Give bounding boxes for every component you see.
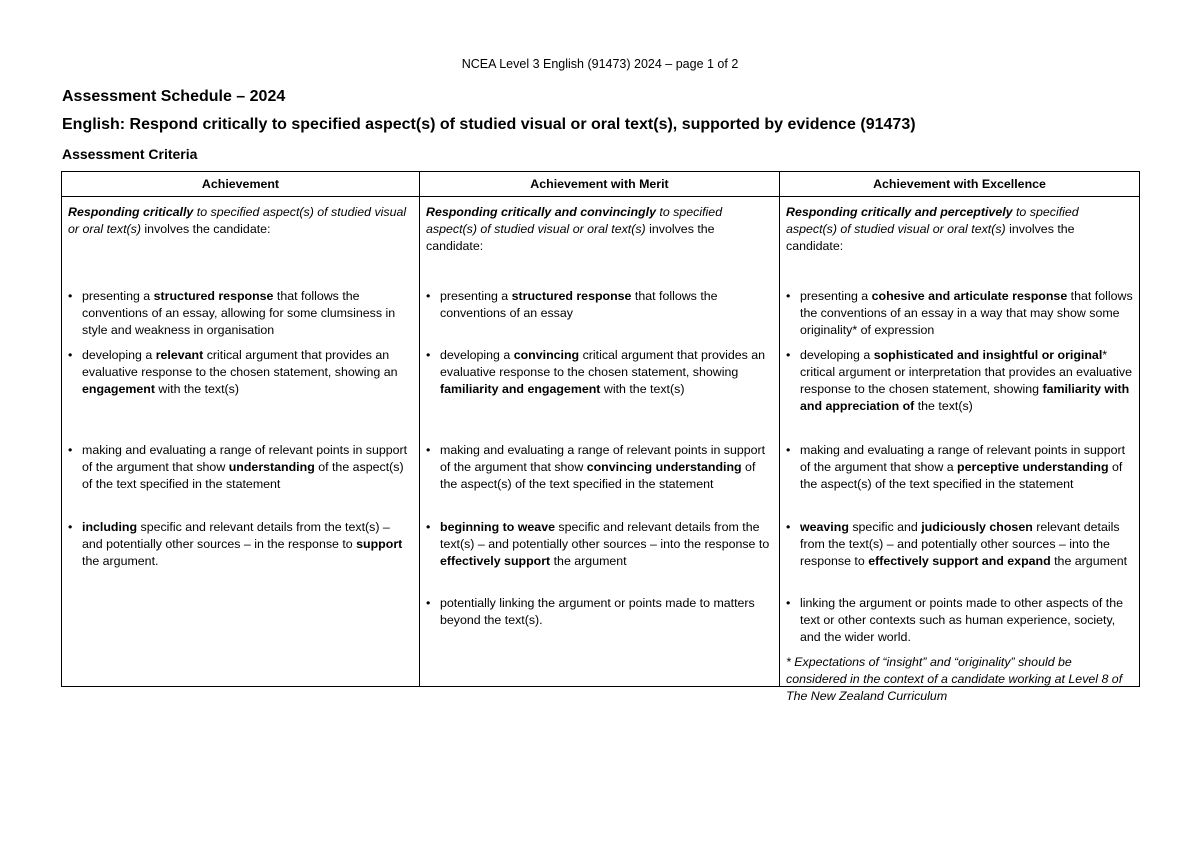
running-header: NCEA Level 3 English (91473) 2024 – page 1 of 2 [461, 57, 739, 71]
excellence-criterion-2: • developing a sophisticated and insightful or original* critical argument or interpretation that provides an evaluative response to the chosen statement, showing familiarity with and appreciation of the text(s) [786, 347, 1133, 415]
table-row [62, 197, 1140, 687]
excellence-criterion-3: • making and evaluating a range of relevant points in support of the argument that show a perceptive understanding of the aspect(s) of the text specified in the statement [786, 442, 1133, 493]
header-merit: Achievement with Merit [420, 172, 780, 197]
document-title: Assessment Schedule – 2024 [62, 88, 286, 105]
achievement-cell [62, 197, 420, 687]
merit-criterion-2: • developing a convincing critical argument that provides an evaluative response to the chosen statement, showing familiarity and engagement with the text(s) [426, 347, 773, 398]
merit-cell [420, 197, 780, 687]
table-header-row [62, 172, 1140, 197]
excellence-intro: Responding critically and perceptively to specified aspect(s) of studied visual or oral text(s) involves the candidate: [786, 205, 1079, 253]
excellence-criterion-4: • weaving specific and judiciously chosen relevant details from the text(s) – and potentially other sources – into the response to effectively support and expand the argument [786, 519, 1133, 570]
merit-criterion-3: • making and evaluating a range of relevant points in support of the argument that show convincing understanding of the aspect(s) of the text specified in the statement [426, 442, 773, 493]
header-excellence: Achievement with Excellence [780, 172, 1140, 197]
assessment-criteria-table [61, 171, 1140, 703]
merit-intro: Responding critically and convincingly to specified aspect(s) of studied visual or oral text(s) involves the candidate: [426, 205, 723, 253]
merit-criterion-5: • potentially linking the argument or points made to matters beyond the text(s). [426, 595, 773, 629]
achievement-criterion-1: • presenting a structured response that follows the conventions of an essay, allowing for some clumsiness in style and weakness in organisation [68, 288, 413, 339]
excellence-criterion-5: • linking the argument or points made to other aspects of the text or other contexts such as human experience, society, and the wider world. [786, 595, 1133, 646]
excellence-footnote: * Expectations of “insight” and “originality” should be considered in the context of a candidate working at Level 8 of The New Zealand Curriculum [786, 655, 1123, 703]
achievement-criterion-3: • making and evaluating a range of relevant points in support of the argument that show understanding of the aspect(s) of the text specified in the statement [68, 442, 413, 493]
document-subtitle: English: Respond critically to specified aspect(s) of studied visual or oral text(s), supported by evidence (91473) [62, 116, 916, 133]
achievement-intro: Responding critically to specified aspect(s) of studied visual or oral text(s) involves the candidate: [68, 205, 407, 236]
achievement-criterion-2: • developing a relevant critical argument that provides an evaluative response to the chosen statement, showing an engagement with the text(s) [68, 347, 413, 398]
merit-criterion-4: • beginning to weave specific and relevant details from the text(s) – and potentially other sources – into the response to effectively support the argument [426, 519, 773, 570]
excellence-cell [780, 197, 1140, 703]
excellence-criterion-1: • presenting a cohesive and articulate response that follows the conventions of an essay in a way that may show some originality* of expression [786, 288, 1133, 339]
section-title: Assessment Criteria [62, 146, 198, 162]
header-achievement: Achievement [62, 172, 420, 197]
merit-criterion-1: • presenting a structured response that follows the conventions of an essay [426, 288, 773, 322]
achievement-criterion-4: • including specific and relevant details from the text(s) – and potentially other sources – in the response to support the argument. [68, 519, 413, 570]
